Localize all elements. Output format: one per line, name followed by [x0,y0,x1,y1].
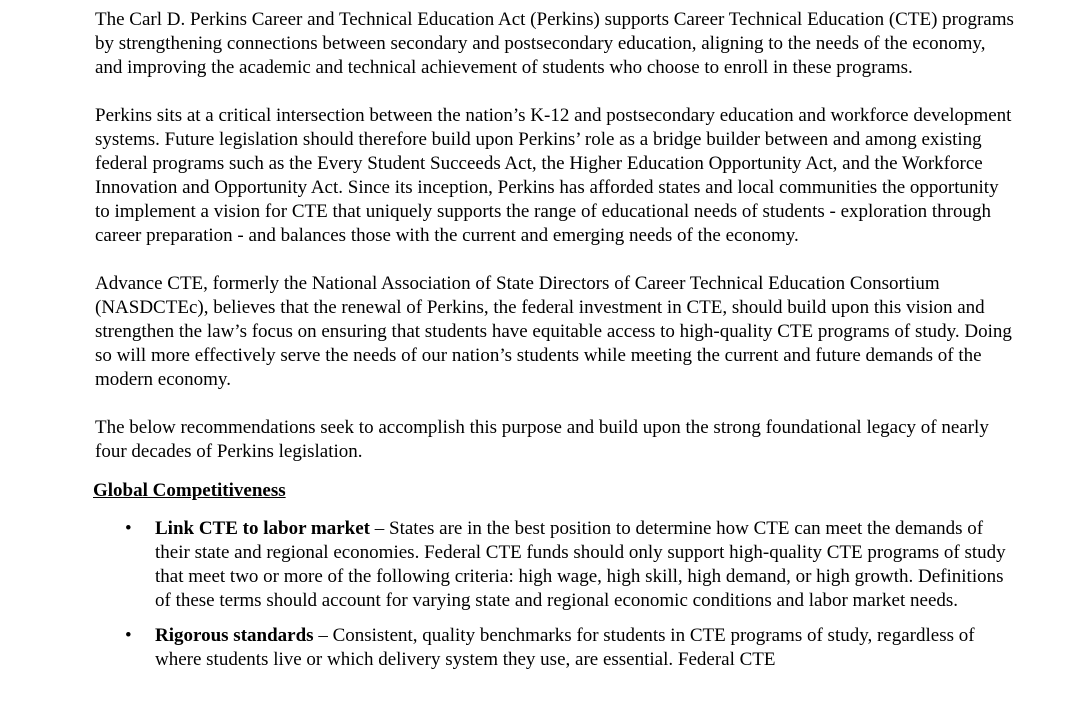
bullet-term: Rigorous standards [155,625,314,646]
paragraph-advance-cte: Advance CTE, formerly the National Association of State Directors of Career Technical Education Consortium (NASDCTEc), believes that the renewal of Perkins, the federal investment in CTE, should build upon this vision and strengthen the law’s focus on ensuring that students have equitable access to high-quality CTE programs of study. Doing so will more effectively serve the needs of our nation’s students while meeting the current and future demands of the modern economy. [95,273,1012,390]
paragraph-intro: The Carl D. Perkins Career and Technical Education Act (Perkins) supports Career Technical Education (CTE) programs by strengthening connections between secondary and postsecondary education, aligning to the needs of the economy, and improving the academic and technical achievement of students who choose to enroll in these programs. [95,9,1014,78]
list-item [95,517,1015,613]
bullet-list [95,517,1015,672]
list-item [95,624,1015,672]
bullet-text: – States are in the best position to determine how CTE can meet the demands of their state and regional economies. Federal CTE funds should only support high-quality CTE programs of study that meet two or more of the following criteria: high wage, high skill, high demand, or high growth. Definitions of these terms should account for varying state and regional economic conditions and labor market needs. [155,518,1006,611]
bullet-text: – Consistent, quality benchmarks for students in CTE programs of study, regardless of where students live or which delivery system they use, are essential. Federal CTE [155,625,975,670]
bullet-icon: • [125,625,132,646]
section-heading: Global Competitiveness [93,480,286,501]
paragraph-recommendations: The below recommendations seek to accomplish this purpose and build upon the strong foundational legacy of nearly four decades of Perkins legislation. [95,417,989,462]
bullet-term: Link CTE to labor market [155,518,371,539]
document-body [95,8,1015,683]
bullet-icon: • [125,518,132,539]
paragraph-intersection: Perkins sits at a critical intersection between the nation’s K-12 and postsecondary education and workforce development systems. Future legislation should therefore build upon Perkins’ role as a bridge builder between and among existing federal programs such as the Every Student Succeeds Act, the Higher Education Opportunity Act, and the Workforce Innovation and Opportunity Act. Since its inception, Perkins has afforded states and local communities the opportunity to implement a vision for CTE that uniquely supports the range of educational needs of students - exploration through career preparation - and balances those with the current and emerging needs of the economy. [95,105,1012,246]
